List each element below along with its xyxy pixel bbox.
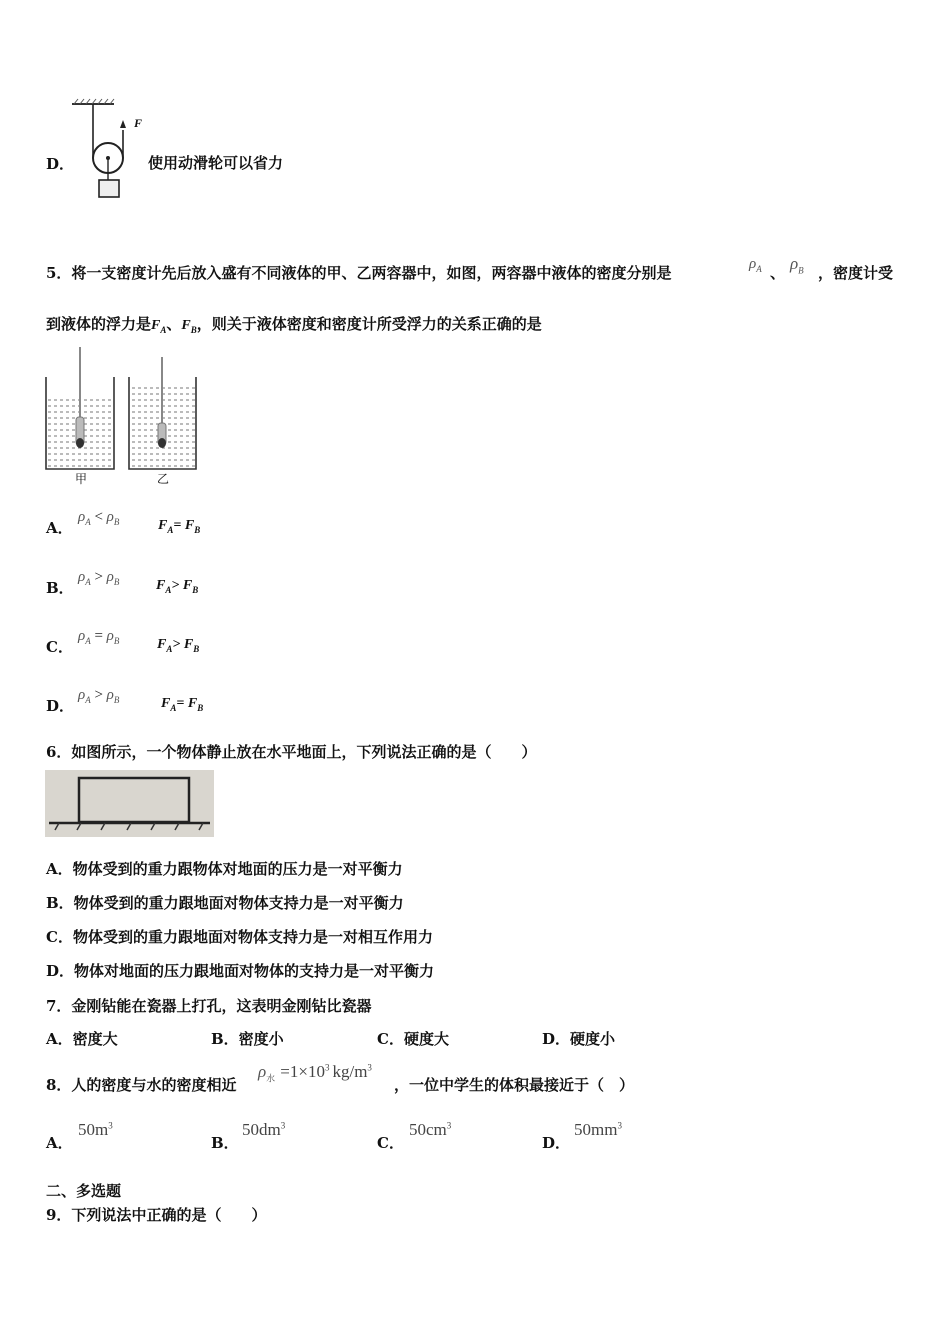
q4-option-d-text: 使用动滑轮可以省力 xyxy=(148,154,284,172)
container-jia-label: 甲 xyxy=(75,472,88,486)
q7-option-a[interactable]: A．密度大 xyxy=(46,1030,118,1048)
q8-stem-head: 8．人的密度与水的密度相近 xyxy=(46,1076,237,1094)
q7-option-c[interactable]: C．硬度大 xyxy=(377,1030,449,1048)
q5-sep: 、 xyxy=(770,264,786,282)
section-multiple-choice-title: 二、多选题 xyxy=(46,1182,122,1200)
q5-stem-line1: 5．将一支密度计先后放入盛有不同液体的甲、乙两容器中，如图，两容器中液体的密度分别是 xyxy=(46,264,672,282)
container-yi-label: 乙 xyxy=(157,472,170,486)
q8-water-density-formula: $\rho_水 =1\times 10^3$ $kg/m^3$ xyxy=(258,1062,372,1084)
q7-option-d[interactable]: D．硬度小 xyxy=(542,1030,616,1048)
q7-option-b[interactable]: B．密度小 xyxy=(211,1030,284,1048)
q5-line1-tail: ，密度计受 xyxy=(818,264,894,282)
force-f-label: F xyxy=(134,116,143,130)
q6-option-d[interactable]: D．物体对地面的压力跟地面对物体的支持力是一对平衡力 xyxy=(46,962,435,980)
q6-stem: 6．如图所示，一个物体静止放在水平地面上，下列说法正确的是（ ） xyxy=(46,743,537,761)
q5-rho-a: $\rho_A$ xyxy=(749,256,762,274)
object-on-ground-figure xyxy=(45,770,214,837)
q4-option-d-letter: D． xyxy=(46,155,75,173)
q7-stem: 7．金刚钻能在瓷器上打孔，这表明金刚钻比瓷器 xyxy=(46,997,372,1015)
q8-stem-tail: ，一位中学生的体积最接近于（ ） xyxy=(394,1076,635,1094)
hydrometer-containers-figure xyxy=(42,343,202,485)
q5-rho-b: $\rho_B$ xyxy=(790,254,804,276)
q5-stem-line2: 到液体的浮力是$F_A$、$F_B$，则关于液体密度和密度计所受浮力的关系正确的是 xyxy=(46,315,542,335)
q9-stem: 9．下列说法中正确的是（ ） xyxy=(46,1206,267,1224)
q6-option-c[interactable]: C．物体受到的重力跟地面对物体支持力是一对相互作用力 xyxy=(46,928,433,946)
q6-option-b[interactable]: B．物体受到的重力跟地面对物体支持力是一对平衡力 xyxy=(46,894,404,912)
q6-option-a[interactable]: A．物体受到的重力跟物体对地面的压力是一对平衡力 xyxy=(46,860,403,878)
movable-pulley-figure xyxy=(68,96,128,202)
